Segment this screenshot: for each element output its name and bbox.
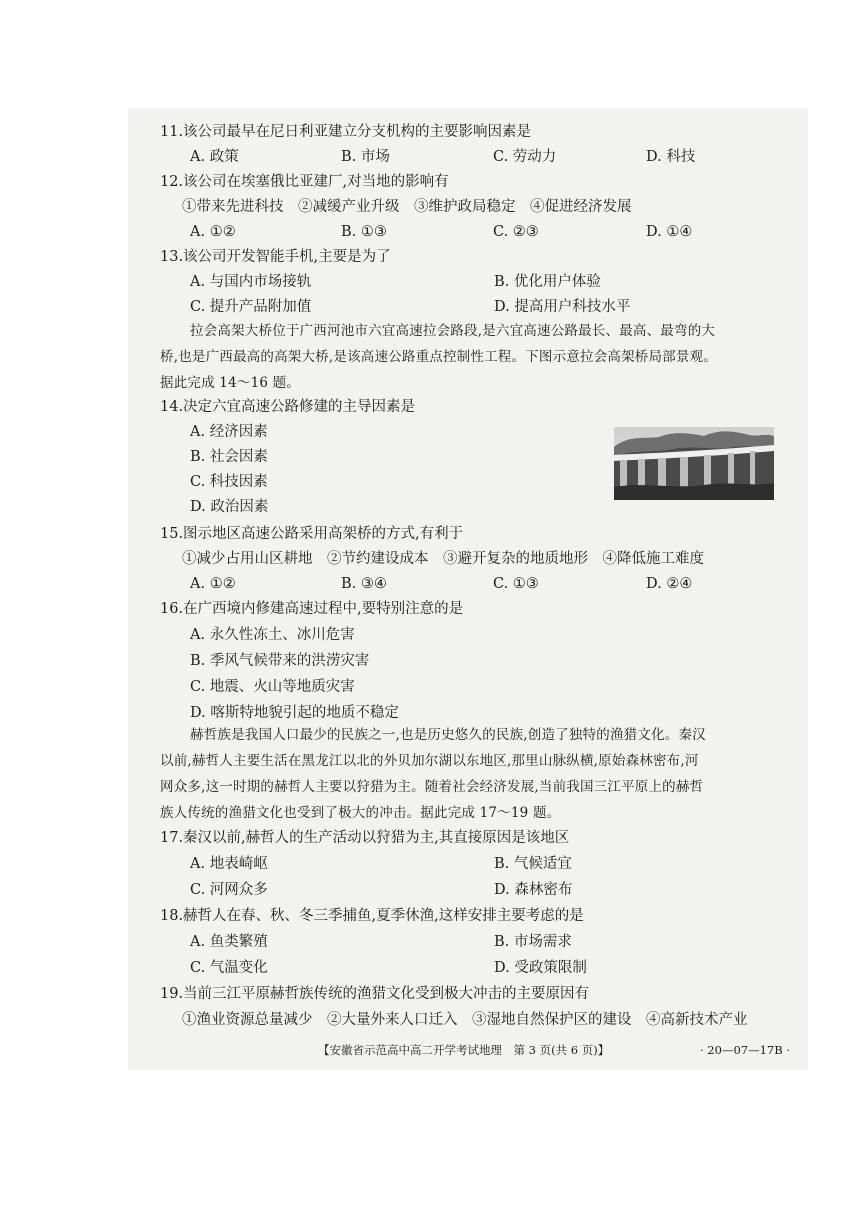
q15-option-b: B. ③④ [341, 576, 387, 592]
q19-stem: 19.当前三江平原赫哲族传统的渔猎文化受到极大冲击的主要原因有 [160, 986, 590, 1002]
page-footer: 【安徽省示范高中高二开学考试地理 第 3 页(共 6 页)】 [318, 1043, 610, 1057]
q12-items: ①带来先进科技 ②减缓产业升级 ③维护政局稳定 ④促进经济发展 [182, 199, 632, 215]
q15-option-c: C. ①③ [493, 576, 539, 592]
q17-option-c: C. 河网众多 [190, 882, 268, 898]
q15-stem: 15.图示地区高速公路采用高架桥的方式,有利于 [160, 526, 464, 542]
q11-option-c: C. 劳动力 [493, 149, 557, 165]
q14-stem: 14.决定六宜高速公路修建的主导因素是 [160, 399, 416, 415]
q11-option-b: B. 市场 [341, 149, 390, 165]
q15-option-a: A. ①② [190, 576, 236, 592]
q12-option-d: D. ①④ [646, 224, 693, 240]
passage1-line: 桥,也是广西最高的高架大桥,是该高速公路重点控制性工程。下图示意拉会高架桥局部景观。 [160, 349, 717, 365]
q13-option-d: D. 提高用户科技水平 [494, 299, 631, 315]
passage1-line: 拉会高架大桥位于广西河池市六宜高速拉会路段,是六宜高速公路最长、最高、最弯的大 [190, 323, 716, 339]
passage2-line: 赫哲族是我国人口最少的民族之一,也是历史悠久的民族,创造了独特的渔猎文化。秦汉 [190, 727, 706, 743]
q17-option-d: D. 森林密布 [494, 882, 573, 898]
q16-option-b: B. 季风气候带来的洪涝灾害 [190, 653, 370, 669]
q11-option-d: D. 科技 [646, 149, 696, 165]
q14-option-d: D. 政治因素 [190, 499, 269, 515]
q16-option-d: D. 喀斯特地貌引起的地质不稳定 [190, 705, 399, 721]
q18-stem: 18.赫哲人在春、秋、冬三季捕鱼,夏季休渔,这样安排主要考虑的是 [160, 908, 584, 924]
q16-stem: 16.在广西境内修建高速过程中,要特别注意的是 [160, 601, 464, 617]
q15-option-d: D. ②④ [646, 576, 693, 592]
q19-items: ①渔业资源总量减少 ②大量外来人口迁入 ③湿地自然保护区的建设 ④高新技术产业 [182, 1012, 748, 1028]
passage2-line: 以前,赫哲人主要生活在黑龙江以北的外贝加尔湖以东地区,那里山脉纵横,原始森林密布,河 [160, 753, 699, 769]
passage1-line: 据此完成 14～16 题。 [160, 375, 301, 391]
q18-option-d: D. 受政策限制 [494, 960, 587, 976]
q14-option-b: B. 社会因素 [190, 449, 268, 465]
q11-stem: 11.该公司最早在尼日利亚建立分支机构的主要影响因素是 [160, 124, 532, 140]
q18-option-c: C. 气温变化 [190, 960, 268, 976]
q12-option-a: A. ①② [190, 224, 236, 240]
q16-option-c: C. 地震、火山等地质灾害 [190, 679, 355, 695]
q17-stem: 17.秦汉以前,赫哲人的生产活动以狩猎为主,其直接原因是该地区 [160, 830, 570, 846]
q13-option-a: A. 与国内市场接轨 [190, 274, 312, 290]
bridge-photo-icon [614, 427, 774, 500]
q13-option-b: B. 优化用户体验 [494, 274, 601, 290]
passage-lahui-bridge [160, 318, 717, 396]
q14-option-a: A. 经济因素 [190, 424, 268, 440]
q16-option-a: A. 永久性冻土、冰川危害 [190, 627, 355, 643]
q17-option-a: A. 地表崎岖 [190, 856, 268, 872]
q12-option-b: B. ①③ [341, 224, 387, 240]
q11-option-a: A. 政策 [190, 149, 239, 165]
q17-option-b: B. 气候适宜 [494, 856, 572, 872]
q13-stem: 13.该公司开发智能手机,主要是为了 [160, 249, 391, 265]
page-code: · 20—07—17B · [700, 1043, 790, 1057]
q12-option-c: C. ②③ [493, 224, 539, 240]
passage2-line: 族人传统的渔猎文化也受到了极大的冲击。据此完成 17～19 题。 [160, 805, 561, 821]
q18-option-a: A. 鱼类繁殖 [190, 934, 268, 950]
q18-option-b: B. 市场需求 [494, 934, 572, 950]
passage2-line: 网众多,这一时期的赫哲人主要以狩猎为主。随着社会经济发展,当前我国三江平原上的赫哲 [160, 779, 704, 795]
q14-option-c: C. 科技因素 [190, 474, 268, 490]
q15-items: ①减少占用山区耕地 ②节约建设成本 ③避开复杂的地质地形 ④降低施工难度 [182, 551, 704, 567]
q13-option-c: C. 提升产品附加值 [190, 299, 312, 315]
bridge-photo [614, 427, 774, 500]
q12-stem: 12.该公司在埃塞俄比亚建厂,对当地的影响有 [160, 174, 449, 190]
passage-hezhe [160, 722, 706, 826]
